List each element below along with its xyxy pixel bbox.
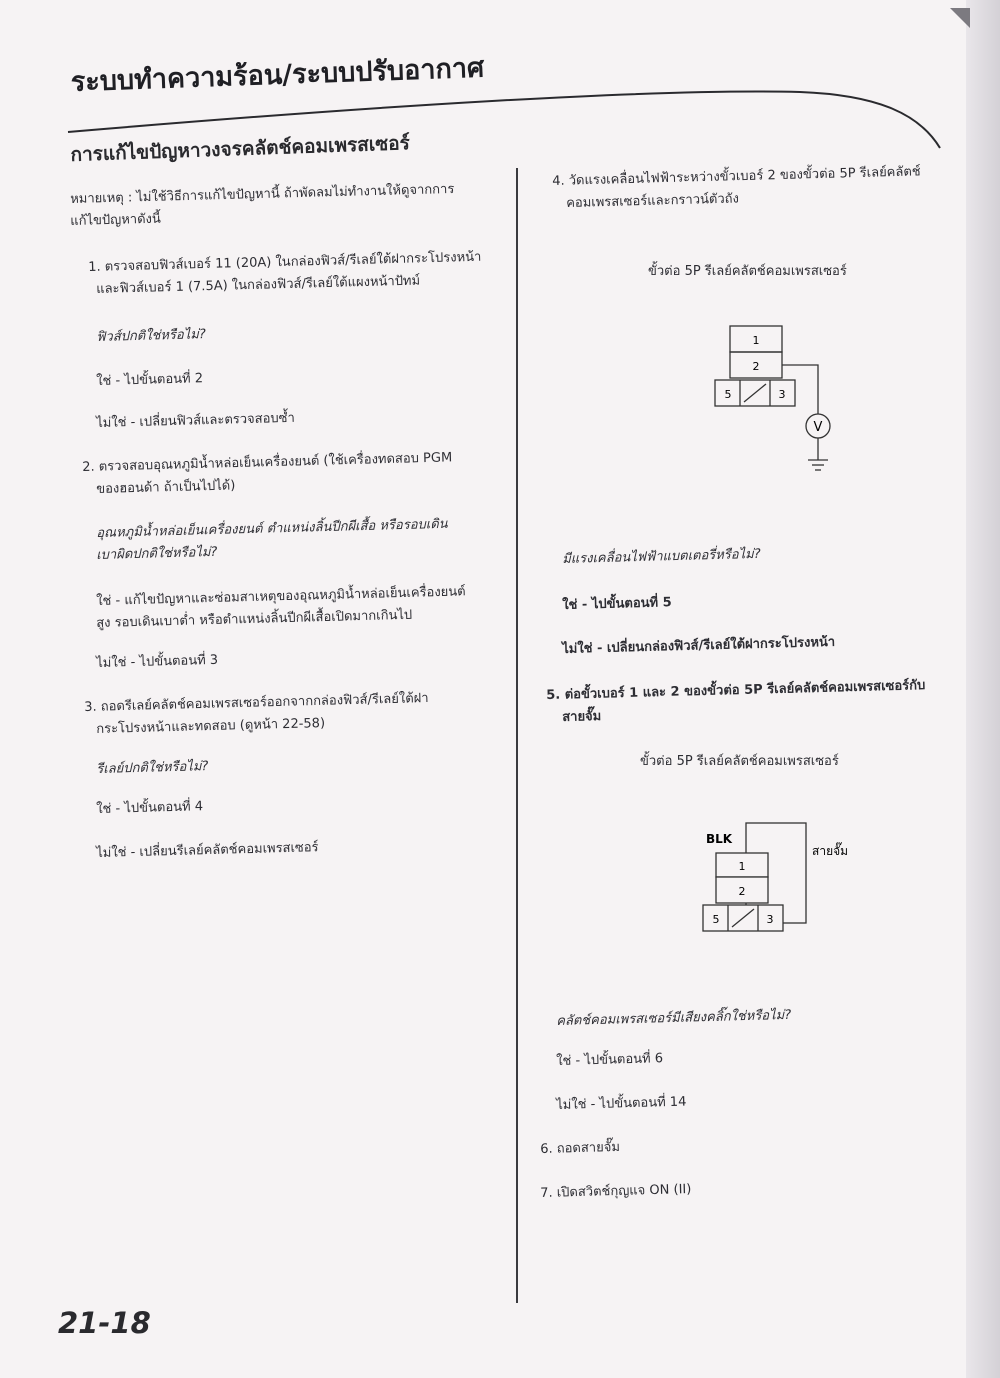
step-5-no: ไม่ใช่ - ไปขั้นตอนที่ 14	[556, 1094, 687, 1113]
jumper-label: สายจั๊ม	[812, 844, 849, 858]
diagram-1-title: ขั้วต่อ 5P รีเลย์คลัตช์คอมเพรสเซอร์	[648, 264, 847, 279]
step-4-line-1: 4. วัดแรงเคลื่อนไฟฟ้าระหว่างขั้วเบอร์ 2 ของขั้วต่อ 5P รีเลย์คลัตช์	[552, 164, 921, 189]
step-3-no: ไม่ใช่ - เปลี่ยนรีเลย์คลัตช์คอมเพรสเซอร์	[96, 840, 319, 861]
step-5-yes: ใช่ - ไปขั้นตอนที่ 6	[556, 1051, 664, 1069]
step-7: 7. เปิดสวิตช์กุญแจ ON (II)	[540, 1182, 692, 1201]
column-divider	[516, 168, 518, 1303]
step-2-line-2: ของฮอนด้า ถ้าเป็นไปได้)	[96, 478, 236, 497]
step-2-yes-line-2: สูง รอบเดินเบาต่ำ หรือตำแหน่งลิ้นปีกผีเสื้อเปิดมากเกินไป	[96, 607, 413, 631]
voltmeter-label: V	[813, 420, 823, 435]
chapter-title: ระบบทำความร้อน/ระบบปรับอากาศ	[70, 52, 485, 98]
step-2-question-line-1: อุณหภูมิน้ำหล่อเย็นเครื่องยนต์ ตำแหน่งลิ้นปีกผีเสื้อ หรือรอบเดิน	[96, 516, 448, 541]
step-1-line-1: 1. ตรวจสอบฟิวส์เบอร์ 11 (20A) ในกล่องฟิวส์/รีเลย์ใต้ฝากระโปรงหน้า	[88, 249, 482, 275]
step-4-no: ไม่ใช่ - เปลี่ยนกล่องฟิวส์/รีเลย์ใต้ฝากระโปรงหน้า	[562, 634, 836, 657]
step-4-question: มีแรงเคลื่อนไฟฟ้าแบตเตอรี่หรือไม่?	[562, 546, 761, 567]
note-line-2: แก้ไขปัญหาดังนี้	[70, 211, 161, 229]
connector-diagram-1	[700, 318, 850, 483]
step-3-line-2: กระโปรงหน้าและทดสอบ (ดูหน้า 22-58)	[96, 716, 326, 737]
pin-3-label: 3	[778, 388, 786, 401]
page-number: 21-18	[58, 1306, 151, 1340]
pin-2-label: 2	[738, 885, 746, 898]
step-5-question: คลัตช์คอมเพรสเซอร์มีเสียงคลิ๊กใช่หรือไม่?	[556, 1007, 792, 1029]
step-5-line-1: 5. ต่อขั้วเบอร์ 1 และ 2 ของขั้วต่อ 5P รีเลย์คลัตช์คอมเพรสเซอร์กับ	[546, 678, 926, 703]
step-3-yes: ใช่ - ไปขั้นตอนที่ 4	[96, 799, 204, 817]
step-1-question: ฟิวส์ปกติใช่หรือไม่?	[96, 327, 206, 345]
pin-5-label: 5	[724, 388, 732, 401]
step-2-yes-line-1: ใช่ - แก้ไขปัญหาและซ่อมสาเหตุของอุณหภูมิน้ำหล่อเย็นเครื่องยนต์	[96, 584, 466, 609]
step-6: 6. ถอดสายจั๊ม	[540, 1139, 621, 1157]
step-3-question: รีเลย์ปกติใช่หรือไม่?	[96, 759, 209, 777]
note-line-1: หมายเหตุ : ไม่ใช้วิธีการแก้ไขปัญหานี้ ถ้าพัดลมไม่ทำงานให้ดูจากการ	[70, 181, 455, 207]
step-3-line-1: 3. ถอดรีเลย์คลัตช์คอมเพรสเซอร์ออกจากกล่องฟิวส์/รีเลย์ใต้ฝา	[84, 690, 429, 715]
pin-1-label: 1	[738, 860, 746, 873]
pin-5-label: 5	[712, 913, 720, 926]
step-2-no: ไม่ใช่ - ไปขั้นตอนที่ 3	[96, 652, 219, 671]
blk-label: BLK	[706, 832, 733, 846]
pin-1-label: 1	[752, 334, 760, 347]
step-1-line-2: และฟิวส์เบอร์ 1 (7.5A) ในกล่องฟิวส์/รีเลย์ใต้แผงหน้าปัทม์	[96, 273, 421, 297]
step-1-no: ไม่ใช่ - เปลี่ยนฟิวส์และตรวจสอบซ้ำ	[96, 410, 296, 431]
section-title: การแก้ไขปัญหาวงจรคลัตช์คอมเพรสเซอร์	[70, 132, 411, 166]
pin-2-label: 2	[752, 360, 760, 373]
pin-3-label: 3	[766, 913, 774, 926]
step-2-question-line-2: เบาผิดปกติใช่หรือไม่?	[96, 544, 218, 563]
step-1-yes: ใช่ - ไปขั้นตอนที่ 2	[96, 371, 204, 389]
step-2-line-1: 2. ตรวจสอบอุณหภูมิน้ำหล่อเย็นเครื่องยนต์ (ใช้เครื่องทดสอบ PGM	[82, 450, 453, 475]
connector-diagram-2	[690, 815, 870, 940]
step-4-line-2: คอมเพรสเซอร์และกราวน์ตัวถัง	[566, 191, 740, 211]
step-5-line-2: สายจั๊ม	[562, 708, 602, 725]
diagram-2-title: ขั้วต่อ 5P รีเลย์คลัตช์คอมเพรสเซอร์	[640, 754, 839, 769]
step-4-yes: ใช่ - ไปขั้นตอนที่ 5	[562, 595, 672, 613]
